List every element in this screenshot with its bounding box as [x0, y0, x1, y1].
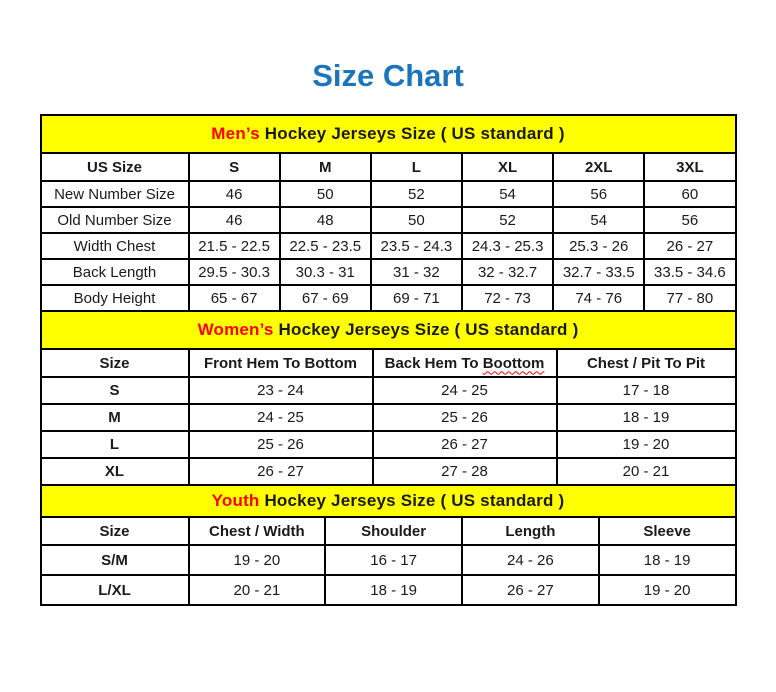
column-header: Back Hem To Boottom: [373, 349, 557, 377]
row-label: L/XL: [41, 575, 189, 605]
size-cell: 26 - 27: [644, 233, 735, 259]
column-header: Sleeve: [599, 517, 736, 545]
size-cell: 65 - 67: [189, 285, 280, 311]
size-cell: 77 - 80: [644, 285, 735, 311]
band-highlight: Women’s: [197, 320, 274, 339]
column-header: XL: [462, 153, 553, 181]
size-cell: 50: [371, 207, 462, 233]
size-cell: 30.3 - 31: [280, 259, 371, 285]
table-row: [41, 233, 736, 259]
table-row: [41, 181, 736, 207]
size-cell: 22.5 - 23.5: [280, 233, 371, 259]
table-row: [41, 285, 736, 311]
youth-size-table: [40, 484, 737, 606]
size-cell: 25 - 26: [189, 431, 373, 458]
size-cell: 26 - 27: [462, 575, 599, 605]
band-highlight: Men’s: [211, 124, 260, 143]
size-cell: 52: [371, 181, 462, 207]
row-label: S/M: [41, 545, 189, 575]
size-cell: 18 - 19: [557, 404, 736, 431]
column-header: Chest / Pit To Pit: [557, 349, 736, 377]
size-cell: 46: [189, 207, 280, 233]
size-cell: 24 - 25: [373, 377, 557, 404]
size-cell: 21.5 - 22.5: [189, 233, 280, 259]
size-cell: 25.3 - 26: [553, 233, 644, 259]
youth-section-band: [41, 485, 736, 517]
row-label: XL: [41, 458, 189, 485]
size-cell: 32 - 32.7: [462, 259, 553, 285]
table-row: [41, 545, 736, 575]
mens-header-row: [41, 153, 736, 181]
misspelled-word: Boottom: [482, 354, 545, 372]
size-cell: 48: [280, 207, 371, 233]
size-cell: 46: [189, 181, 280, 207]
youth-band-row: [41, 485, 736, 517]
womens-size-table: [40, 310, 737, 486]
column-header: L: [371, 153, 462, 181]
size-cell: 54: [462, 181, 553, 207]
size-cell: 54: [553, 207, 644, 233]
size-cell: 33.5 - 34.6: [644, 259, 735, 285]
table-row: [41, 575, 736, 605]
mens-size-table: [40, 114, 737, 312]
row-label: M: [41, 404, 189, 431]
column-header: Chest / Width: [189, 517, 326, 545]
column-header: S: [189, 153, 280, 181]
row-label: Width Chest: [41, 233, 189, 259]
band-text: Hockey Jerseys Size ( US standard ): [259, 124, 565, 143]
size-cell: 29.5 - 30.3: [189, 259, 280, 285]
size-cell: 18 - 19: [325, 575, 462, 605]
size-cell: 20 - 21: [189, 575, 326, 605]
page-title: Size Chart: [312, 58, 464, 93]
size-cell: 26 - 27: [373, 431, 557, 458]
mens-band-row: [41, 115, 736, 153]
column-header: Size: [41, 349, 189, 377]
column-header: Front Hem To Bottom: [189, 349, 373, 377]
size-cell: 17 - 18: [557, 377, 736, 404]
table-row: [41, 431, 736, 458]
table-row: [41, 404, 736, 431]
band-text: Hockey Jerseys Size ( US standard ): [259, 491, 565, 510]
size-cell: 23.5 - 24.3: [371, 233, 462, 259]
size-cell: 18 - 19: [599, 545, 736, 575]
size-cell: 19 - 20: [557, 431, 736, 458]
table-row: [41, 207, 736, 233]
column-header: Length: [462, 517, 599, 545]
size-cell: 60: [644, 181, 735, 207]
size-tables: [40, 114, 737, 606]
band-highlight: Youth: [211, 491, 260, 510]
size-cell: 32.7 - 33.5: [553, 259, 644, 285]
womens-section-band: [41, 311, 736, 349]
size-cell: 31 - 32: [371, 259, 462, 285]
size-cell: 67 - 69: [280, 285, 371, 311]
size-cell: 52: [462, 207, 553, 233]
table-row: [41, 458, 736, 485]
size-cell: 72 - 73: [462, 285, 553, 311]
size-cell: 24.3 - 25.3: [462, 233, 553, 259]
size-cell: 56: [644, 207, 735, 233]
womens-band-row: [41, 311, 736, 349]
column-header: US Size: [41, 153, 189, 181]
size-cell: 23 - 24: [189, 377, 373, 404]
size-cell: 27 - 28: [373, 458, 557, 485]
size-cell: 24 - 25: [189, 404, 373, 431]
size-cell: 50: [280, 181, 371, 207]
row-label: New Number Size: [41, 181, 189, 207]
size-cell: 19 - 20: [599, 575, 736, 605]
row-label: Old Number Size: [41, 207, 189, 233]
size-cell: 24 - 26: [462, 545, 599, 575]
size-cell: 20 - 21: [557, 458, 736, 485]
table-row: [41, 259, 736, 285]
table-row: [41, 377, 736, 404]
band-text: Hockey Jerseys Size ( US standard ): [273, 320, 579, 339]
mens-section-band: [41, 115, 736, 153]
size-cell: 56: [553, 181, 644, 207]
womens-header-row: [41, 349, 736, 377]
size-cell: 74 - 76: [553, 285, 644, 311]
column-header: Shoulder: [325, 517, 462, 545]
row-label: S: [41, 377, 189, 404]
column-header: Size: [41, 517, 189, 545]
column-header: 3XL: [644, 153, 735, 181]
size-cell: 69 - 71: [371, 285, 462, 311]
row-label: Back Length: [41, 259, 189, 285]
size-cell: 19 - 20: [189, 545, 326, 575]
column-header: M: [280, 153, 371, 181]
column-header: 2XL: [553, 153, 644, 181]
size-cell: 16 - 17: [325, 545, 462, 575]
row-label: Body Height: [41, 285, 189, 311]
size-cell: 25 - 26: [373, 404, 557, 431]
row-label: L: [41, 431, 189, 458]
youth-header-row: [41, 517, 736, 545]
size-cell: 26 - 27: [189, 458, 373, 485]
